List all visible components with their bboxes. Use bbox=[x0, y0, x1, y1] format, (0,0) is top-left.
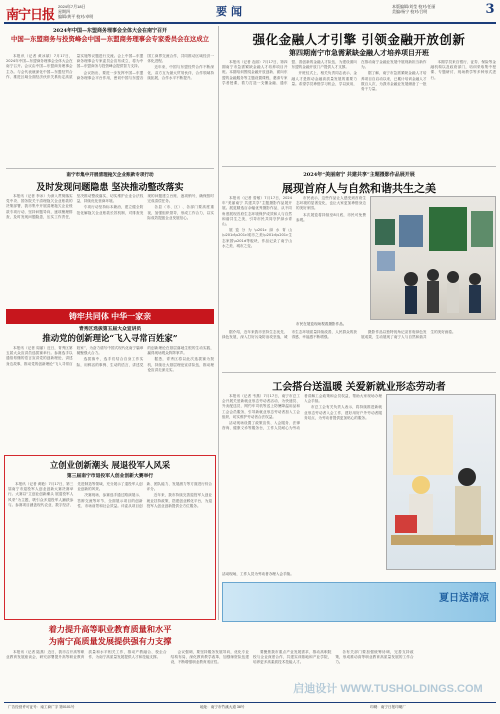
article6-title: 展现首府人与自然和谐共生之美 bbox=[282, 182, 436, 195]
theme-banner: 铸牢共同体 中华一家亲 bbox=[6, 309, 214, 324]
article8-body: 本报讯（记者 陆燕）近日，我市召开高等职业教育发展座谈会，研究部署提升高等职业教育质量和水平相关工作，推动产教融合、校企合作，为南宁高质量发展提供人才和技能支撑。 会议强调，要坚持服务发展导向，优化专业结构布局，深化教育教学改革，加强师资队伍建设，不断增强职业教育适应性。 要聚焦我市重点产业发展需求，推动高职院校与企业深度合作，共建实训基地和产业学院，培养更多高素质技术技能人才。 各有关部门要加强统筹协调，完善支持政策，形成推动高等职业教育高质量发展的工作合力。 bbox=[6, 650, 414, 665]
newspaper-logo: 南宁日报 bbox=[6, 7, 55, 22]
exhibition-illustration bbox=[371, 197, 496, 320]
article4-title: 立创业创新潮头 展退役军人风采 bbox=[49, 460, 171, 470]
exhibition-caption: 市民在展览现场观看摄影作品。 bbox=[296, 322, 347, 326]
article8-subtitle: 为南宁高质量发展提供强有力支撑 bbox=[48, 636, 172, 646]
article2-body-text: 本报讯（记者 李冰）为深入贯彻落实党中央、国务院关于清理拖欠企业账款的决策部署，我市集中开展清理拖欠企业账款专项行动，坚持问题导向，逐项梳理排查，及时发现问题隐患，压实工作责任，坚决推动整改落实，切实维护企业合法权益，持续优化营商环境。 bbox=[6, 194, 144, 219]
article1-title: 中国—东盟商务与投资峰会中国—东盟商务理事会专家委员会在这成立 bbox=[10, 35, 210, 43]
divider bbox=[222, 166, 496, 167]
article6-body-2: 市民表示，这些作品让人感受到首府生态环境的显著变化，也让大家更加珍惜身边的美好家园。 本次展览将持续至8月底，市民可免费参观。 bbox=[296, 196, 366, 222]
footer-rule bbox=[4, 702, 496, 703]
article2-kicker: 南宁市集中开展清理拖欠企业账款专项行动 bbox=[66, 173, 154, 178]
header-rule bbox=[4, 22, 496, 24]
credit-line-2: 美编/杨宁 校对/吕明 bbox=[392, 9, 428, 14]
article3-title: 推动党的创新理论“飞入寻常百姓家” bbox=[42, 333, 178, 343]
section-title: 要闻 bbox=[216, 5, 246, 18]
column-divider bbox=[218, 26, 219, 620]
page-credits bbox=[392, 4, 472, 14]
article4-subtitle: 第三届南宁市退役军人创业创新大赛举行 bbox=[66, 473, 154, 479]
article8-body-text: 本报讯（记者 陆燕）近日，我市召开高等职业教育发展座谈会，研究部署提升高等职业教育质量和水平相关工作，推动产教融合、校企合作，为南宁高质量发展提供人才和技能支撑。 bbox=[6, 650, 167, 660]
union-photo bbox=[386, 394, 496, 570]
article8-title: 着力提升高等职业教育质量和水平 bbox=[48, 624, 172, 634]
issue-weekday: 星期四 bbox=[58, 9, 70, 14]
promo-panel bbox=[222, 582, 496, 622]
union-caption: 活动现场，工作人员为劳动者办理入会手续。 bbox=[222, 572, 294, 576]
article3-kicker: 青秀区选拔第五届大众宣讲员 bbox=[78, 326, 142, 332]
footer-right: 印刷：南宁日报印刷厂 bbox=[370, 705, 406, 709]
article2-body: 本报讯（记者 李冰）为深入贯彻落实党中央、国务院关于清理拖欠企业账款的决策部署，我市集中开展清理拖欠企业账款专项行动，坚持问题导向，逐项梳理排查，及时发现问题隐患，压实工作责任，坚决推动整改落实，切实维护企业合法权益，持续优化营商环境。 专项行动坚持标本兼治，建立健全防范化解拖欠企业账款长效机制，对排查发现的问题建立台账、逐项销号，确保按时完成清偿任务。 各县（市、区）、各部门要高度重视，加强组织领导，形成工作合力，以实际成效提振企业发展信心。 bbox=[6, 194, 214, 220]
promo-text: 夏日送清凉 bbox=[439, 593, 489, 604]
exhibition-photo bbox=[370, 196, 496, 320]
article3-body-text: 本报讯（记者 周丽）近日，青秀区第五届大众宣讲员选拔赛举行。参赛选手以通俗易懂的语言宣讲党的创新理论，讲述身边故事，推动党的创新理论“飞入寻常百姓家”，为奋力谱写中国式现代化南宁篇章凝聚强大合力。 bbox=[6, 346, 144, 366]
article1-kicker: 2024年中国—东盟商务理事会全体大会在南宁召开 bbox=[53, 28, 167, 34]
article1-body: 本报讯（记者 黄冰斌）7月17日，2024年中国—东盟商务理事会全体大会在南宁召开。会议由中国—东盟商务理事会主办。与会代表就深化中国—东盟经贸合作、推进区域全面经济伙伴关系协定高质量实施等议题进行交流。会上中国—东盟商务理事会专家委员会宣布成立，将为中国—东盟商务与投资峰会提供智力支持。 会议指出，要进一步发挥中国—东盟商务理事会平台作用，密切中国与东盟各国工商界交流合作，共同推动区域经济一体化进程。 近年来，中国与东盟经贸合作不断深化，双方互为最大贸易伙伴，合作领域持续拓展，合作水平不断提升。 bbox=[6, 54, 214, 80]
footer-mid: 地址：南宁市竹溪大道 38号 bbox=[200, 705, 245, 709]
article6-kicker: 2024年“美丽南宁 共建共享”主题摄影作品展开展 bbox=[303, 172, 415, 178]
footer-left: 广告经营许可证号：南工商广字 第0101号 bbox=[8, 705, 75, 709]
article5-title: 强化金融人才引擎 引领金融开放创新 bbox=[252, 32, 466, 47]
article6-body-text: 本报讯（记者 曾敏）7月17日，2024年“美丽南宁 共建共享”主题摄影作品展开展。展览精选百余幅优秀摄影作品，从不同角度展现首府生态环境保护成效和人与自然和谐共生之美，引导市民共同守护绿水青山。 bbox=[222, 196, 292, 227]
watermark: 启迪设计 WWW.TUSHOLDINGS.COM bbox=[293, 683, 483, 695]
issue-editor: 编辑/黄平 校对/卓明 bbox=[58, 14, 94, 19]
article7-body: 本报讯（记者 韦燕）7月17日，南宁市总工会开展关爱新就业形态劳动者活动，为快递员、外卖配送员、网约车司机等送上防暑降温用品和工会会员服务，引导新就业形态劳动者加入工会组织，切实维护劳动者合法权益。 活动现场设置了政策宣传、入会服务、法律咨询、健康义诊等服务台，工作人员耐心为劳动者讲解工会政策和会员权益，帮助大家现场办理入会手续。 市总工会有关负责人表示，将持续推进新就业形态劳动者入会工作，建好用好户外劳动者服务站点，为劳动者提供更加贴心的服务。 bbox=[222, 394, 382, 431]
article2-title: 及时发现问题隐患 坚决推动整改落实 bbox=[36, 183, 184, 193]
article6-body-3: 据介绍，近年来我市坚持生态优先、绿色发展，深入打好污染防治攻坚战，城市生态环境质量持续改善，人民群众的获得感、幸福感不断增强。 摄影作品以独特视角记录首府绿色发展成果，生动展现了南宁人与自然和谐共生的美好画卷。 bbox=[222, 330, 456, 340]
article3-body: 本报讯（记者 周丽）近日，青秀区第五届大众宣讲员选拔赛举行。参赛选手以通俗易懂的语言宣讲党的创新理论，讲述身边故事，推动党的创新理论“飞入寻常百姓家”，为奋力谱写中国式现代化南宁篇章凝聚强大合力。 选拔赛中，选手们结合自身工作实际，用鲜活的事例、生动的语言，讲述党的创新理论在基层落地生根的生动实践，赢得现场观众阵阵掌声。 据悉，青秀区将以此次选拔赛为契机，持续壮大基层理论宣讲队伍，推动理论宣讲走深走实。 bbox=[6, 346, 214, 372]
article6-body: 本报讯（记者 曾敏）7月17日，2024年“美丽南宁 共建共享”主题摄影作品展开展。展览精选百余幅优秀摄影作品，从不同角度展现首府生态环境保护成效和人与自然和谐共生之美，引导市民共同守护绿水青山。 展览分为\u201c绿水青山\u201d\u201c城市之美\u201d\u201c生态家园\u201d等板块，作品记录了南宁山水之美、城市之变。 bbox=[222, 196, 292, 248]
union-illustration bbox=[387, 395, 496, 570]
issue-date: 2024年7月18日 bbox=[58, 4, 86, 9]
article4-body: 本报讯（记者 黄艳）7月17日，第三届南宁市退役军人创业创新大赛决赛举行。大赛以“立创业创新潮头 展退役军人风采”为主题，吸引众多退役军人踊跃参与。参赛项目涵盖现代农业、数字经济、先进制造等领域，充分展示了退役军人创业创新的风采。 决赛现场，参赛选手通过路演展示、答辩交流等环节，全面展示项目的创新性、市场前景和社会效益。评委从项目创新、团队能力、发展潜力等方面进行综合评分。 近年来，我市持续完善退役军人创业就业扶持政策，搭建创业孵化平台，为退役军人创业创新提供全方位服务。 bbox=[8, 482, 212, 508]
article4-body-text: 本报讯（记者 黄艳）7月17日，第三届南宁市退役军人创业创新大赛决赛举行。大赛以“立创业创新潮头 展退役军人风采”为主题，吸引众多退役军人踊跃参与。参赛项目涵盖现代农业、数字经济、先进制造等领域，充分展示了退役军人创业创新的风采。 bbox=[8, 482, 143, 507]
article5-body: 本报讯（记者 农丽）7月17日，第四期南宁市急需紧缺金融人才培养项目开班。本期培训围绕金融开放创新、面向东盟的金融服务等主题设置课程，邀请专家学者授课，着力打造一支懂金融、通东盟、善创新的金融人才队伍，为建设面向东盟的金融开放门户提供人才支撑。 开班仪式上，相关负责同志表示，金融人才是推动金融高质量发展的重要力量。希望学员珍惜学习机会，学以致用，在推动南宁金融业发展中展现新担当新作为。 据了解，南宁市急需紧缺金融人才培养项目自启动以来，已累计培训金融人才数百人次，为我市金融业发展储备了一批骨干力量。 本期学员来自银行、证券、保险等金融机构以及政府部门，培训采取集中授课、专题研讨、现场教学等多种形式进行。 bbox=[222, 60, 496, 92]
divider bbox=[222, 372, 496, 373]
article7-title: 工会搭台送温暖 关爱新就业形态劳动者 bbox=[272, 382, 446, 393]
divider bbox=[6, 168, 214, 169]
credit-line-1: 本版编辑/刘莹 校对/任丽 bbox=[392, 4, 436, 9]
article1-body-text: 本报讯（记者 黄冰斌）7月17日，2024年中国—东盟商务理事会全体大会在南宁召开。会议由中国—东盟商务理事会主办。与会代表就深化中国—东盟经贸合作、推进区域全面经济伙伴关系协定高质量实施等议题进行交流。会上中国—东盟商务理事会专家委员会宣布成立，将为中国—东盟商务与投资峰会提供智力支持。 bbox=[6, 54, 144, 79]
issue-meta bbox=[58, 4, 138, 19]
page-number: 3 bbox=[485, 2, 495, 17]
article5-body-text: 本报讯（记者 农丽）7月17日，第四期南宁市急需紧缺金融人才培养项目开班。本期培训围绕金融开放创新、面向东盟的金融服务等主题设置课程，邀请专家学者授课，着力打造一支懂金融、通东盟、善创新的金融人才队伍，为建设面向东盟的金融开放门户提供人才支撑。 bbox=[222, 60, 357, 85]
article5-subtitle: 第四期南宁市急需紧缺金融人才培养项目开班 bbox=[289, 48, 429, 57]
article7-body-text: 本报讯（记者 韦燕）7月17日，南宁市总工会开展关爱新就业形态劳动者活动，为快递员、外卖配送员、网约车司机等送上防暑降温用品和工会会员服务，引导新就业形态劳动者加入工会组织，切实维护劳动者合法权益。 bbox=[222, 394, 300, 419]
